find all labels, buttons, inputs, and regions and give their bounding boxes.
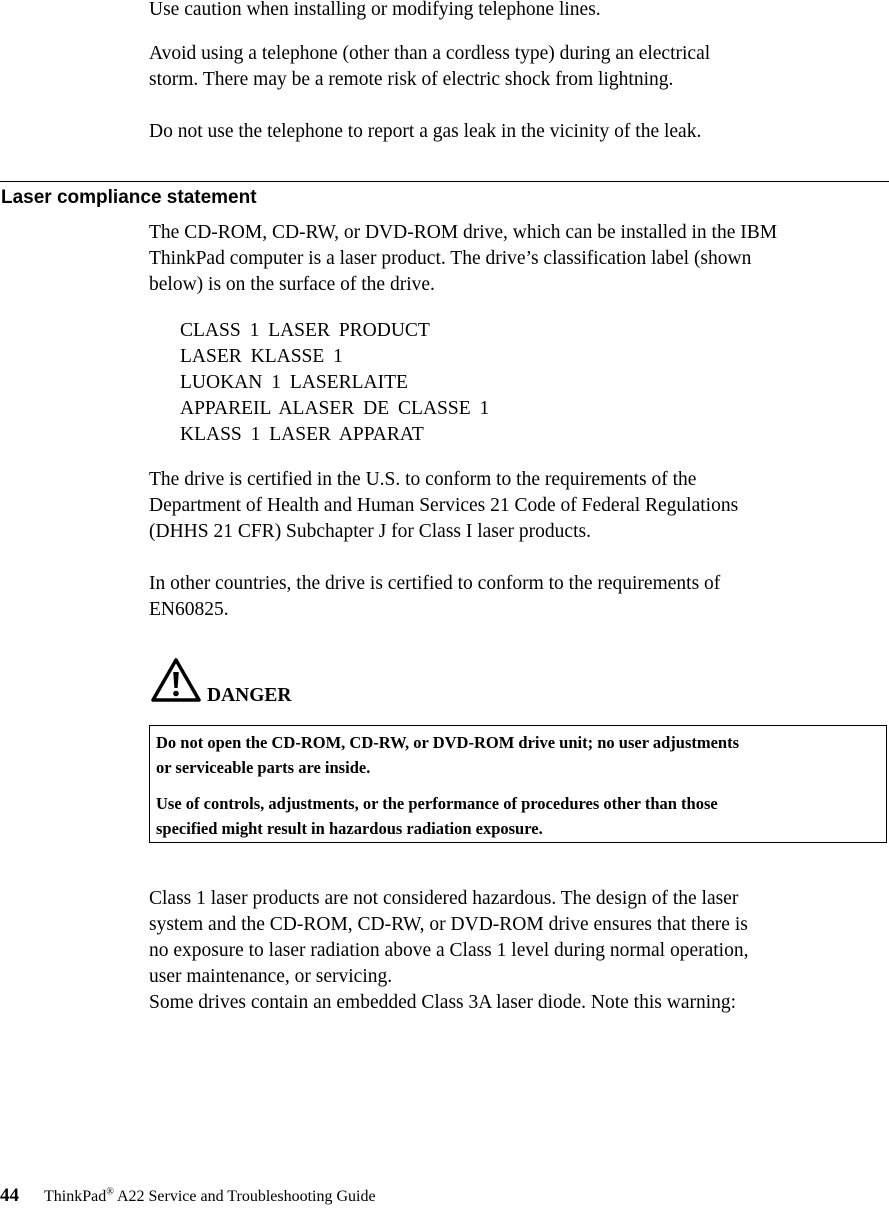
certification-us-paragraph <box>149 467 889 545</box>
paragraph-line: In other countries, the drive is certified to conform to the requirements of <box>149 573 721 594</box>
paragraph-line: The drive is certified in the U.S. to conform to the requirements of the <box>149 469 697 490</box>
storm-paragraph <box>149 41 889 93</box>
storm-line-1: Avoid using a telephone (other than a cordless type) during an electrical <box>149 43 711 64</box>
page-number: 44 <box>0 1185 19 1207</box>
class3a-warning-paragraph: Some drives contain an embedded Class 3A laser diode. Note this warning: <box>149 992 737 1013</box>
paragraph-line: (DHHS 21 CFR) Subchapter J for Class I laser products. <box>149 521 591 542</box>
class1-hazard-paragraph <box>149 886 889 990</box>
gas-leak-paragraph: Do not use the telephone to report a gas leak in the vicinity of the leak. <box>149 121 702 142</box>
label-line: APPAREIL ALASER DE CLASSE 1 <box>180 398 490 419</box>
classification-label-list <box>180 318 489 448</box>
danger-line: or serviceable parts are inside. <box>156 758 371 777</box>
book-title: ThinkPad® A22 Service and Troubleshooting Guide <box>44 1187 376 1206</box>
page-footer <box>0 1181 376 1209</box>
section-divider <box>0 181 889 182</box>
paragraph-line: The CD-ROM, CD-RW, or DVD-ROM drive, which can be installed in the IBM <box>149 222 778 243</box>
label-line: KLASS 1 LASER APPARAT <box>180 424 424 445</box>
label-line: LUOKAN 1 LASERLAITE <box>180 372 408 393</box>
paragraph-line: ThinkPad computer is a laser product. The drive’s classification label (shown <box>149 248 752 269</box>
warning-triangle-icon <box>150 657 202 703</box>
paragraph-line: below) is on the surface of the drive. <box>149 274 435 295</box>
danger-line: Use of controls, adjustments, or the performance of procedures other than those <box>156 794 718 813</box>
label-line: CLASS 1 LASER PRODUCT <box>180 320 430 341</box>
danger-text-paragraph-2 <box>156 791 718 841</box>
caution-paragraph: Use caution when installing or modifying telephone lines. <box>149 0 601 20</box>
danger-line: specified might result in hazardous radiation exposure. <box>156 819 543 838</box>
paragraph-line: Department of Health and Human Services 21 Code of Federal Regulations <box>149 495 739 516</box>
paragraph-line: Class 1 laser products are not considered hazardous. The design of the laser <box>149 888 739 909</box>
danger-label: DANGER <box>207 685 292 706</box>
danger-text-paragraph-1 <box>156 730 739 780</box>
certification-other-paragraph <box>149 571 889 623</box>
paragraph-line: user maintenance, or servicing. <box>149 966 393 987</box>
paragraph-line: system and the CD-ROM, CD-RW, or DVD-ROM drive ensures that there is <box>149 914 748 935</box>
storm-line-2: storm. There may be a remote risk of electric shock from lightning. <box>149 69 674 90</box>
paragraph-line: no exposure to laser radiation above a Class 1 level during normal operation, <box>149 940 749 961</box>
label-line: LASER KLASSE 1 <box>180 346 343 367</box>
danger-line: Do not open the CD-ROM, CD-RW, or DVD-ROM drive unit; no user adjustments <box>156 733 740 752</box>
paragraph-line: EN60825. <box>149 599 229 620</box>
laser-product-paragraph <box>149 220 889 298</box>
danger-notice-box <box>149 725 887 843</box>
section-heading: Laser compliance statement <box>1 187 257 208</box>
